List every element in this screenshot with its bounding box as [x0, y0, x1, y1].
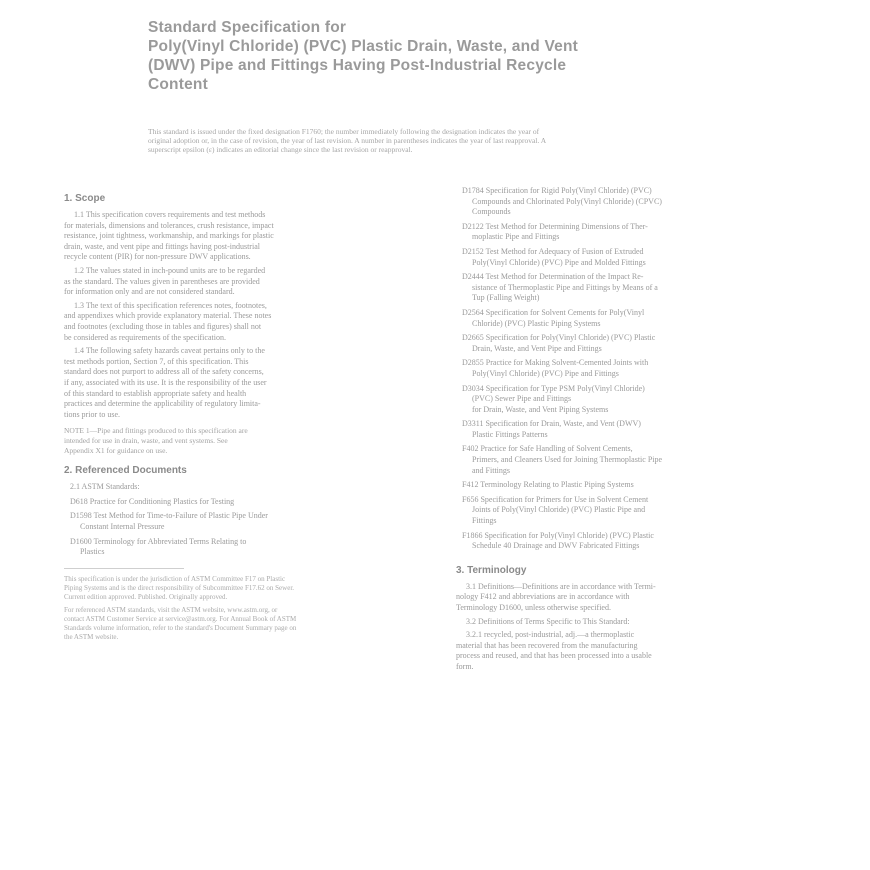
text-line: D1784 Specification for Rigid Poly(Vinyl Chloride) (PVC) [462, 186, 652, 195]
text-line: form. [456, 661, 474, 671]
text-line: and Fittings [472, 465, 511, 475]
left-column [64, 186, 426, 646]
text-line: Schedule 40 Drainage and DWV Fabricated Fittings [472, 541, 640, 551]
text-line: D2444 Test Method for Determination of the Impact Re- [462, 272, 644, 282]
reference-item [456, 531, 808, 552]
text-line: practices and determine the applicability of regulatory limita- [64, 399, 261, 409]
text-line: F412 Terminology Relating to Plastic Piping Systems [462, 480, 634, 490]
text-line: Appendix X1 for guidance on use. [64, 446, 168, 456]
paragraph [64, 301, 426, 343]
text-line: D3311 Specification for Drain, Waste, and Vent (DWV) [462, 419, 641, 429]
text-line: D2122 Test Method for Determining Dimensions of Ther- [462, 221, 648, 231]
text-line: 1.1 This specification covers requirements and test methods [74, 210, 266, 219]
title-line: (DWV) Pipe and Fittings Having Post-Industrial Recycle [148, 57, 567, 74]
reference-item [456, 247, 808, 268]
paragraph [64, 346, 426, 420]
text-line: resistance, joint tightness, workmanship, and markings for plastic [64, 231, 274, 241]
text-line: the ASTM website. [64, 632, 119, 641]
footnote [64, 606, 426, 642]
text-line: Terminology D1600, unless otherwise specified. [456, 603, 611, 612]
text-line: standard does not purport to address all of the safety concerns, [64, 367, 264, 377]
text-line: and appendixes which provide explanatory material. These notes [64, 311, 272, 321]
text-line: Tup (Falling Weight) [472, 293, 540, 303]
text-line: Poly(Vinyl Chloride) (PVC) Pipe and Fittings [472, 368, 619, 378]
reference-item [456, 358, 808, 379]
text-line: D2152 Test Method for Adequacy of Fusion of Extruded [462, 246, 644, 256]
paragraph [64, 266, 426, 298]
text-line: contact ASTM Customer Service at service@astm.org. For Annual Book of ASTM [64, 614, 297, 623]
text-line: Drain, Waste, and Vent Pipe and Fittings [472, 343, 602, 353]
text-line: F656 Specification for Primers for Use in Solvent Cement [462, 494, 649, 504]
footnote [64, 575, 426, 602]
notice-line: This standard is issued under the fixed designation F1760; the number immediately following the designation indicates the year of [148, 127, 540, 136]
section-heading: 1. Scope [64, 193, 106, 204]
text-line: sistance of Thermoplastic Pipe and Fittings by Means of a [472, 282, 658, 292]
text-line: 1.4 The following safety hazards caveat pertains only to the [74, 346, 265, 356]
text-line: Fittings [472, 516, 497, 526]
text-line: Plastics [80, 547, 105, 557]
text-line: nology F412 and abbreviations are in accordance with [456, 592, 630, 602]
text-line: tions prior to use. [64, 409, 120, 419]
reference-item [64, 511, 426, 532]
text-line: D2665 Specification for Poly(Vinyl Chloride) (PVC) Plastic [462, 333, 656, 343]
paragraph [456, 630, 808, 672]
reference-item [456, 384, 808, 416]
right-column [456, 186, 808, 676]
text-line: Primers, and Cleaners Used for Joining Thermoplastic Pipe [472, 455, 663, 465]
reference-item [456, 444, 808, 476]
text-line: 1.3 The text of this specification references notes, footnotes, [74, 300, 267, 310]
text-line: D2564 Specification for Solvent Cements for Poly(Vinyl [462, 307, 645, 317]
text-line: D1598 Test Method for Time-to-Failure of Plastic Pipe Under [70, 511, 268, 521]
text-line: Compounds [472, 207, 511, 217]
reference-item [456, 222, 808, 243]
text-line: Standards volume information, refer to the standard's Document Summary page on [64, 623, 297, 632]
title-line: Content [148, 76, 208, 93]
reference-item [456, 333, 808, 354]
text-line: For referenced ASTM standards, visit the ASTM website, www.astm.org, or [64, 605, 278, 614]
text-line: D2855 Practice for Making Solvent-Cemented Joints with [462, 358, 649, 368]
designation-notice [148, 127, 728, 154]
text-line: intended for use in drain, waste, and vent systems. See [64, 436, 228, 446]
paragraph [456, 617, 808, 628]
text-line: 1.2 The values stated in inch-pound units are to be regarded [74, 265, 266, 275]
text-line: 2.1 ASTM Standards: [70, 482, 140, 492]
text-line: of this standard to establish appropriate safety and health [64, 388, 247, 398]
text-line: Joints of Poly(Vinyl Chloride) (PVC) Plastic Pipe and [472, 505, 646, 515]
text-line: for information only and are not considered standard. [64, 287, 235, 297]
text-line: D1600 Terminology for Abbreviated Terms Relating to [70, 536, 247, 546]
notice-line: original adoption or, in the case of revision, the year of last revision. A number in parentheses indicates the year of last reapproval. A [148, 136, 547, 145]
reference-item [64, 537, 426, 558]
text-line: test methods portion, Section 7, of this specification. This [64, 356, 249, 366]
notice-line: superscript epsilon (ε) indicates an editorial change since the last revision or reapproval. [148, 145, 413, 154]
text-line: D3034 Specification for Type PSM Poly(Vinyl Chloride) [462, 383, 645, 393]
text-line: be considered as requirements of the specification. [64, 332, 226, 342]
text-line: Plastic Fittings Patterns [472, 429, 548, 439]
reference-item [456, 419, 808, 440]
text-line: for Drain, Waste, and Vent Piping Systems [472, 404, 609, 414]
text-line: and footnotes (excluding those in tables and figures) shall not [64, 321, 262, 331]
text-line: Chloride) (PVC) Plastic Piping Systems [472, 318, 601, 328]
text-line: Constant Internal Pressure [80, 522, 165, 532]
text-line: recycle content (PIR) for non-pressure DWV applications. [64, 252, 251, 262]
reference-item [456, 308, 808, 329]
reference-item [456, 186, 808, 218]
text-line: material that has been recovered from the manufacturing [456, 640, 638, 650]
paragraph [456, 582, 808, 614]
text-line: NOTE 1—Pipe and fittings produced to this specification are [64, 426, 248, 436]
text-line: 3.2.1 recycled, post-industrial, adj.—a thermoplastic [466, 630, 635, 640]
reference-item [456, 272, 808, 304]
text-line: (PVC) Sewer Pipe and Fittings [472, 394, 572, 404]
text-line: F402 Practice for Safe Handling of Solvent Cements, [462, 444, 633, 454]
text-line: Current edition approved. Published. Originally approved. [64, 592, 228, 601]
text-line: process and reused, and that has been processed into a usable [456, 651, 652, 661]
text-line: for materials, dimensions and tolerances, crush resistance, impact [64, 220, 274, 230]
text-line: Compounds and Chlorinated Poly(Vinyl Chloride) (CPVC) [472, 196, 662, 206]
text-line: moplastic Pipe and Fittings [472, 232, 560, 242]
section-heading: 3. Terminology [456, 564, 527, 576]
text-line: drain, waste, and vent pipe and fittings having post-industrial [64, 241, 260, 251]
text-line: This specification is under the jurisdiction of ASTM Committee F17 on Plastic [64, 574, 286, 583]
section-heading: 2. Referenced Documents [64, 465, 187, 477]
text-line: 3.2 Definitions of Terms Specific to This Standard: [466, 616, 630, 626]
footnote-divider [64, 568, 184, 569]
reference-item [456, 480, 808, 491]
reference-item [64, 497, 426, 508]
text-line: D618 Practice for Conditioning Plastics for Testing [70, 496, 235, 506]
text-line: as the standard. The values given in parentheses are provided [64, 276, 260, 286]
title-line: Standard Specification for [148, 19, 347, 36]
paragraph [64, 210, 426, 263]
text-line: 3.1 Definitions—Definitions are in accordance with Termi- [466, 581, 656, 591]
note [64, 426, 426, 456]
text-line: F1866 Specification for Poly(Vinyl Chloride) (PVC) Plastic [462, 530, 654, 540]
reference-item [64, 482, 426, 493]
text-line: Poly(Vinyl Chloride) (PVC) Pipe and Molded Fittings [472, 257, 646, 267]
document-title [148, 18, 708, 94]
title-line: Poly(Vinyl Chloride) (PVC) Plastic Drain, Waste, and Vent [148, 38, 578, 55]
text-line: if any, associated with its use. It is the responsibility of the user [64, 377, 267, 387]
reference-item [456, 495, 808, 527]
text-line: Piping Systems and is the direct responsibility of Subcommittee F17.62 on Sewer. [64, 583, 295, 592]
